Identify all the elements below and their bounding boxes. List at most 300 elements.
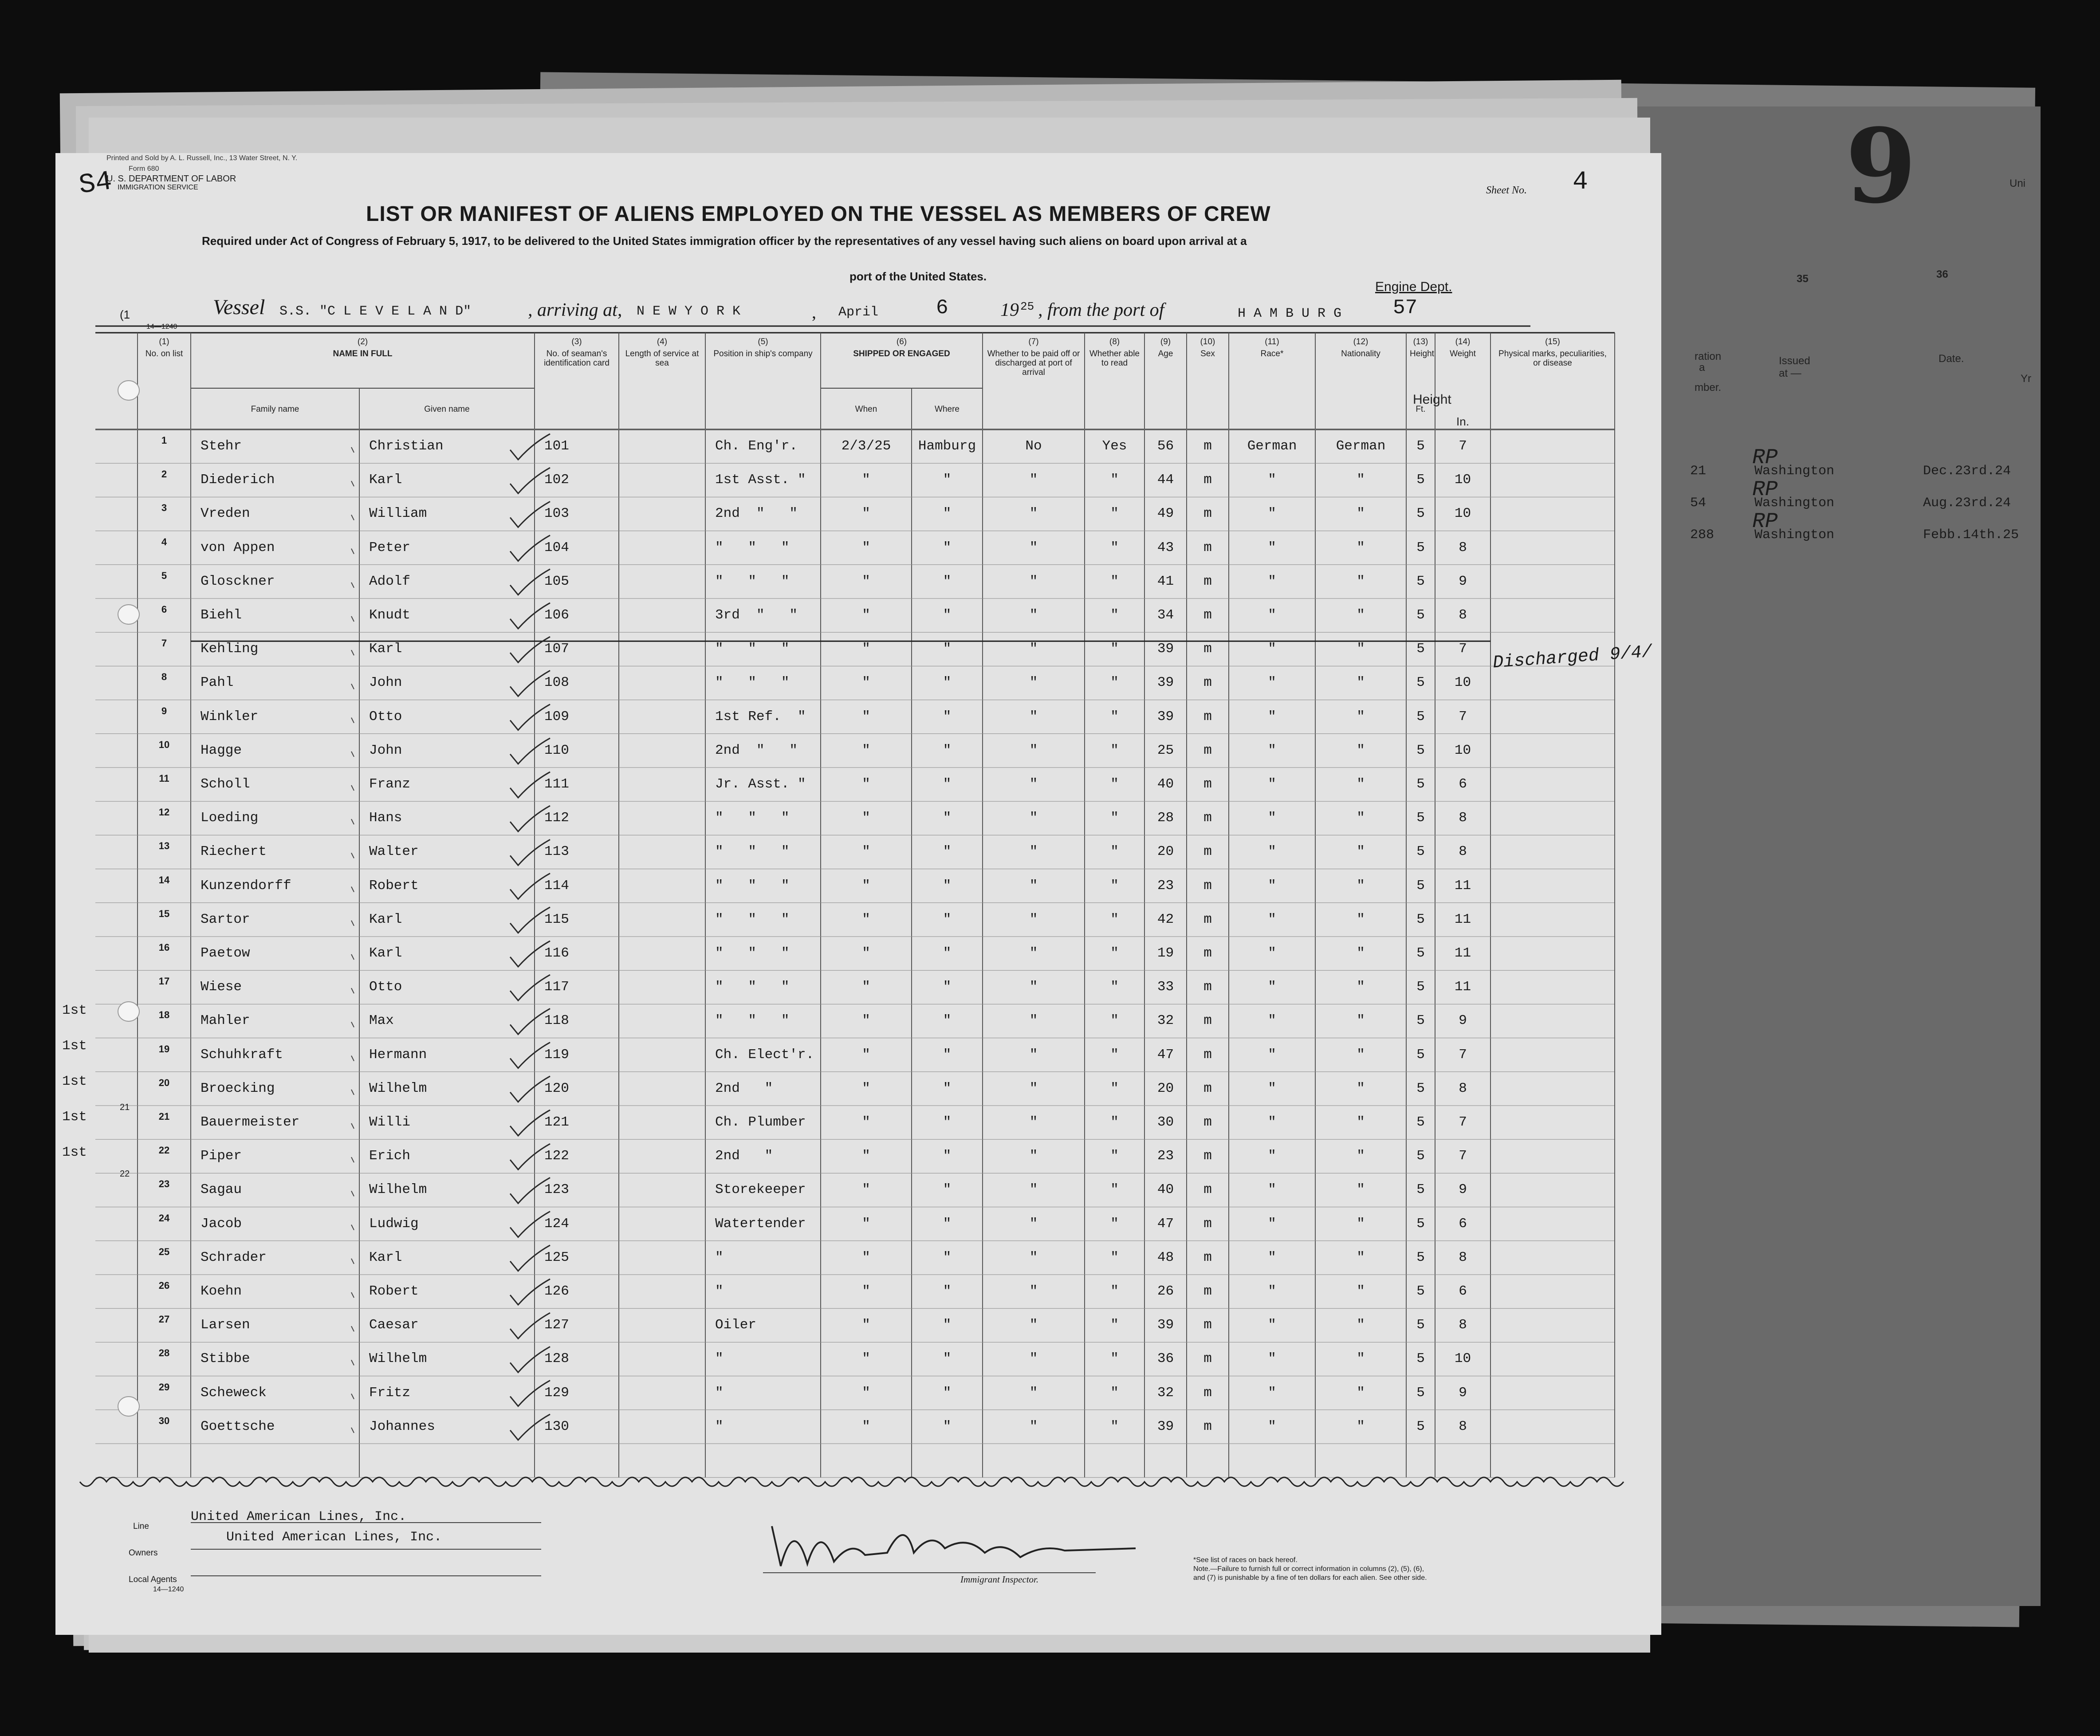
right-sheet-fragment: Uni	[2010, 177, 2026, 189]
column-label: Race*	[1260, 349, 1284, 358]
cell-shipped-where: "	[943, 810, 952, 826]
cell-height-in: 7	[1459, 438, 1467, 454]
cell-shipped-where: "	[943, 1148, 952, 1164]
margin-initials: S4	[77, 165, 114, 201]
agents-label: Local Agents	[129, 1575, 177, 1584]
cell-id-card-number: 117	[544, 979, 569, 995]
column-subheader: When	[855, 405, 877, 414]
cell-nationality: "	[1357, 911, 1365, 927]
cell-race: "	[1268, 945, 1276, 961]
column-label: Nationality	[1341, 349, 1380, 358]
cell-position: " " "	[715, 979, 790, 995]
tab-number: 9	[1845, 106, 1917, 226]
cell-id-card-number: 126	[544, 1283, 569, 1299]
cell-position: Jr. Asst. "	[715, 776, 806, 792]
cell-given-name: Adolf	[369, 573, 411, 589]
cell-able-to-read: "	[1110, 945, 1119, 961]
column-number: (6)	[896, 337, 907, 346]
cell-race: "	[1268, 1249, 1276, 1265]
cell-position: " " "	[715, 844, 790, 860]
cell-height-ft: 5	[1416, 1249, 1425, 1265]
cell-sex: m	[1203, 1182, 1212, 1198]
column-label: No. of seaman's identification card	[544, 349, 610, 368]
cell-height-ft: 5	[1416, 1013, 1425, 1029]
cell-id-card-number: 130	[544, 1418, 569, 1434]
cell-given-name: Wilhelm	[369, 1351, 427, 1367]
cell-height-in: 8	[1459, 539, 1467, 555]
cell-paid-off: "	[1029, 1249, 1038, 1265]
column-number: (2)	[357, 337, 368, 346]
cell-sex: m	[1203, 1148, 1212, 1164]
cell-paid-off: "	[1029, 641, 1038, 657]
cell-age: 47	[1157, 1216, 1174, 1232]
cell-shipped-where: "	[943, 709, 952, 724]
cell-nationality: "	[1357, 539, 1365, 555]
cell-id-card-number: 114	[544, 878, 569, 894]
cell-sex: m	[1203, 1385, 1212, 1401]
cell-race: "	[1268, 742, 1276, 758]
right-row-rp-mark: RP	[1752, 446, 1778, 470]
left-margin-text: 22	[120, 1169, 130, 1179]
cell-able-to-read: "	[1110, 1216, 1119, 1232]
table-row	[0, 468, 1615, 502]
column-number: (11)	[1265, 337, 1279, 346]
cell-id-card-number: 123	[544, 1182, 569, 1198]
cell-id-card-number: 102	[544, 472, 569, 488]
cell-height-ft: 5	[1416, 1047, 1425, 1063]
cell-race: "	[1268, 878, 1276, 894]
table-row	[0, 604, 1615, 638]
form-code-top: 14—1240	[146, 323, 177, 331]
column-header	[191, 337, 535, 358]
vessel-label: Vessel	[213, 295, 265, 319]
cell-height-ft: 5	[1416, 945, 1425, 961]
column-header	[1144, 337, 1187, 358]
cell-row-number: 2	[161, 468, 167, 480]
page-reference: 57	[1393, 296, 1418, 319]
cell-id-card-number: 111	[544, 776, 569, 792]
cell-race: "	[1268, 1047, 1276, 1063]
cell-shipped-when: "	[862, 1385, 870, 1401]
cell-id-card-number: 110	[544, 742, 569, 758]
cell-height-ft: 5	[1416, 1148, 1425, 1164]
cell-row-number: 12	[158, 807, 170, 818]
cell-able-to-read: "	[1110, 472, 1119, 488]
cell-sex: m	[1203, 472, 1212, 488]
cell-height-in: 6	[1459, 1216, 1467, 1232]
cell-height-ft: 5	[1416, 1114, 1425, 1130]
cell-sex: m	[1203, 979, 1212, 995]
cell-height-in: 6	[1459, 776, 1467, 792]
cell-height-ft: 5	[1416, 1351, 1425, 1367]
left-margin-text: 1st	[62, 1145, 87, 1160]
cell-row-number: 28	[158, 1347, 170, 1359]
cell-shipped-when: "	[862, 911, 870, 927]
cell-able-to-read: "	[1110, 1114, 1119, 1130]
cell-nationality: "	[1357, 641, 1365, 657]
column-header	[821, 337, 983, 358]
column-subheader: Ft.	[1416, 405, 1426, 414]
form-printer: Printed and Sold by A. L. Russell, Inc., 13 Water Street, N. Y.	[106, 154, 298, 162]
cell-row-number: 21	[158, 1111, 170, 1122]
cell-nationality: "	[1357, 472, 1365, 488]
cell-position: " " "	[715, 810, 790, 826]
cell-height-in: 8	[1459, 810, 1467, 826]
cell-paid-off: "	[1029, 742, 1038, 758]
arriving-label: , arriving at,	[528, 300, 622, 320]
cell-id-card-number: 108	[544, 675, 569, 691]
cell-shipped-when: "	[862, 1283, 870, 1299]
cell-position: Ch. Elect'r.	[715, 1047, 814, 1063]
cell-height-ft: 5	[1416, 844, 1425, 860]
cell-shipped-where: "	[943, 1283, 952, 1299]
cell-paid-off: "	[1029, 945, 1038, 961]
cell-row-number: 20	[158, 1077, 170, 1088]
cell-height-ft: 5	[1416, 979, 1425, 995]
cell-nationality: "	[1357, 1114, 1365, 1130]
right-row-number: 54	[1690, 496, 1707, 511]
cell-shipped-where: Hamburg	[918, 438, 976, 454]
cell-nationality: "	[1357, 810, 1365, 826]
footer-note-2: Note.—Failure to furnish full or correct information in columns (2), (5), (6),	[1193, 1565, 1424, 1573]
cell-age: 28	[1157, 810, 1174, 826]
cell-given-name: Christian	[369, 438, 444, 454]
cell-row-number: 29	[158, 1381, 170, 1393]
right-col-header-issued: Issued at —	[1779, 355, 1810, 379]
cell-shipped-where: "	[943, 1080, 952, 1096]
cell-paid-off: "	[1029, 1216, 1038, 1232]
cell-sex: m	[1203, 506, 1212, 522]
cell-position: 1st Asst. "	[715, 472, 806, 488]
sheet-no-value: 4	[1573, 168, 1588, 197]
cell-height-in: 7	[1459, 1047, 1467, 1063]
cell-able-to-read: "	[1110, 1351, 1119, 1367]
cell-nationality: "	[1357, 979, 1365, 995]
cell-height-ft: 5	[1416, 911, 1425, 927]
cell-id-card-number: 104	[544, 539, 569, 555]
form-subtitle-2: port of the United States.	[849, 270, 987, 283]
cell-sex: m	[1203, 911, 1212, 927]
cell-id-card-number: 112	[544, 810, 569, 826]
cell-shipped-when: "	[862, 844, 870, 860]
table-row	[0, 536, 1615, 570]
cell-height-in: 11	[1454, 979, 1471, 995]
cell-race: "	[1268, 1351, 1276, 1367]
cell-family-name: Stehr	[201, 438, 242, 454]
column-label: Physical marks, peculiarities, or disease	[1498, 349, 1607, 368]
cell-shipped-when: "	[862, 472, 870, 488]
cell-position: " " "	[715, 945, 790, 961]
cell-paid-off: "	[1029, 844, 1038, 860]
cell-height-in: 8	[1459, 844, 1467, 860]
cell-shipped-when: "	[862, 1182, 870, 1198]
engine-dept-label: Engine Dept.	[1375, 279, 1452, 294]
cell-race: "	[1268, 1080, 1276, 1096]
discharge-annotation: Discharged 9/4/	[1492, 642, 1653, 673]
cell-nationality: "	[1357, 776, 1365, 792]
cell-age: 39	[1157, 1418, 1174, 1434]
cell-shipped-when: "	[862, 945, 870, 961]
cell-row-number: 26	[158, 1280, 170, 1291]
sheet-no-label: Sheet No.	[1486, 185, 1527, 196]
column-number: (13)	[1413, 337, 1428, 346]
cell-family-name: Riechert	[201, 844, 267, 860]
cell-family-name: Sartor	[201, 911, 250, 927]
cell-row-number: 7	[161, 638, 167, 649]
table-row	[0, 1246, 1615, 1280]
cell-row-number: 13	[158, 840, 170, 852]
cell-row-number: 27	[158, 1314, 170, 1325]
cell-height-in: 7	[1459, 709, 1467, 724]
cell-family-name: Bauermeister	[201, 1114, 300, 1130]
table-row	[0, 1178, 1615, 1212]
cell-race: "	[1268, 810, 1276, 826]
cell-nationality: "	[1357, 607, 1365, 623]
left-margin-text: 1st	[62, 1074, 87, 1089]
cell-nationality: "	[1357, 945, 1365, 961]
column-number: (1)	[159, 337, 169, 346]
cell-able-to-read: "	[1110, 1182, 1119, 1198]
height-overlay: Height	[1413, 392, 1451, 407]
table-row	[0, 773, 1615, 807]
column-header	[1229, 337, 1315, 358]
cell-shipped-when: "	[862, 1047, 870, 1063]
cell-position: " " "	[715, 878, 790, 894]
table-row	[0, 807, 1615, 840]
cell-given-name: Ludwig	[369, 1216, 419, 1232]
cell-able-to-read: "	[1110, 709, 1119, 724]
cell-age: 44	[1157, 472, 1174, 488]
cell-height-in: 10	[1454, 1351, 1471, 1367]
cell-able-to-read: "	[1110, 742, 1119, 758]
cell-row-number: 14	[158, 874, 170, 886]
cell-shipped-when: "	[862, 979, 870, 995]
cell-given-name: Knudt	[369, 607, 411, 623]
column-number: (10)	[1200, 337, 1215, 346]
table-row	[0, 1145, 1615, 1178]
cell-able-to-read: "	[1110, 573, 1119, 589]
column-subheader: Family name	[251, 405, 299, 414]
cell-able-to-read: "	[1110, 776, 1119, 792]
cell-nationality: "	[1357, 1317, 1365, 1333]
cell-height-in: 11	[1454, 911, 1471, 927]
cell-shipped-where: "	[943, 844, 952, 860]
cell-id-card-number: 113	[544, 844, 569, 860]
cell-able-to-read: "	[1110, 641, 1119, 657]
inspector-label: Immigrant Inspector.	[960, 1574, 1039, 1585]
cell-family-name: Biehl	[201, 607, 242, 623]
cell-race: "	[1268, 776, 1276, 792]
table-row	[0, 671, 1615, 705]
cell-race: "	[1268, 1013, 1276, 1029]
cell-position: 2nd " "	[715, 742, 798, 758]
cell-family-name: Diederich	[201, 472, 275, 488]
cell-height-in: 11	[1454, 878, 1471, 894]
cell-sex: m	[1203, 1317, 1212, 1333]
cell-shipped-when: "	[862, 573, 870, 589]
cell-shipped-where: "	[943, 742, 952, 758]
cell-age: 39	[1157, 1317, 1174, 1333]
cell-position: "	[715, 1385, 724, 1401]
column-label: Whether to be paid off or discharged at port of arrival	[987, 349, 1080, 377]
cell-race: "	[1268, 1182, 1276, 1198]
cell-paid-off: "	[1029, 1283, 1038, 1299]
year-prefix: 19	[1000, 300, 1019, 320]
cell-paid-off: "	[1029, 472, 1038, 488]
cell-shipped-where: "	[943, 607, 952, 623]
cell-height-ft: 5	[1416, 438, 1425, 454]
cell-id-card-number: 109	[544, 709, 569, 724]
cell-family-name: Glosckner	[201, 573, 275, 589]
column-number: (5)	[758, 337, 768, 346]
table-row	[0, 1077, 1615, 1111]
right-row-date: Dec.23rd.24	[1923, 464, 2011, 479]
cell-given-name: John	[369, 742, 402, 758]
cell-row-number: 10	[158, 739, 170, 750]
column-label: Sex	[1200, 349, 1215, 358]
cell-nationality: "	[1357, 878, 1365, 894]
cell-race: "	[1268, 1317, 1276, 1333]
cell-id-card-number: 127	[544, 1317, 569, 1333]
column-number: (12)	[1353, 337, 1369, 346]
cell-able-to-read: "	[1110, 675, 1119, 691]
cell-shipped-when: "	[862, 810, 870, 826]
cell-position: Watertender	[715, 1216, 806, 1232]
cell-height-in: 8	[1459, 1317, 1467, 1333]
cell-family-name: Scholl	[201, 776, 250, 792]
cell-position: " " "	[715, 641, 790, 657]
cell-row-number: 8	[161, 671, 167, 683]
table-row	[0, 1415, 1615, 1449]
footer-note-1: *See list of races on back hereof.	[1193, 1556, 1298, 1564]
cell-given-name: Johannes	[369, 1418, 435, 1434]
cell-height-in: 8	[1459, 607, 1467, 623]
right-sheet-fragment: a	[1699, 362, 1705, 374]
cell-age: 26	[1157, 1283, 1174, 1299]
table-row	[0, 874, 1615, 908]
column-number: (4)	[657, 337, 668, 346]
column-header	[705, 337, 821, 358]
column-label: Length of service at sea	[625, 349, 699, 368]
cell-able-to-read: "	[1110, 1148, 1119, 1164]
cell-sex: m	[1203, 1249, 1212, 1265]
cell-id-card-number: 122	[544, 1148, 569, 1164]
cell-race: "	[1268, 1114, 1276, 1130]
cell-row-number: 15	[158, 908, 170, 919]
cell-given-name: John	[369, 675, 402, 691]
cell-shipped-where: "	[943, 641, 952, 657]
cell-able-to-read: "	[1110, 1317, 1119, 1333]
cell-shipped-where: "	[943, 1013, 952, 1029]
cell-shipped-where: "	[943, 1182, 952, 1198]
cell-given-name: William	[369, 506, 427, 522]
cell-paid-off: "	[1029, 878, 1038, 894]
cell-nationality: "	[1357, 709, 1365, 724]
cell-age: 20	[1157, 844, 1174, 860]
cell-race: "	[1268, 1283, 1276, 1299]
cell-race: "	[1268, 641, 1276, 657]
column-label: Weight	[1450, 349, 1476, 358]
cell-paid-off: "	[1029, 573, 1038, 589]
column-label: NAME IN FULL	[333, 349, 393, 358]
cell-given-name: Willi	[369, 1114, 411, 1130]
cell-shipped-when: "	[862, 1114, 870, 1130]
table-row	[0, 942, 1615, 976]
cell-able-to-read: "	[1110, 539, 1119, 555]
cell-shipped-when: "	[862, 1351, 870, 1367]
column-label: Height	[1410, 349, 1434, 358]
right-row-rp-mark: RP	[1752, 478, 1778, 502]
column-header	[1315, 337, 1406, 358]
cell-sex: m	[1203, 1080, 1212, 1096]
right-sheet-fragment: Yr	[2021, 373, 2031, 385]
column-header	[535, 337, 619, 368]
cell-nationality: "	[1357, 1385, 1365, 1401]
cell-id-card-number: 120	[544, 1080, 569, 1096]
cell-shipped-where: "	[943, 1351, 952, 1367]
cell-id-card-number: 103	[544, 506, 569, 522]
column-header	[983, 337, 1085, 377]
cell-height-in: 10	[1454, 742, 1471, 758]
cell-paid-off: "	[1029, 810, 1038, 826]
cell-family-name: Piper	[201, 1148, 242, 1164]
cell-age: 49	[1157, 506, 1174, 522]
row-marker: (1	[120, 308, 130, 321]
right-row-number: 288	[1690, 527, 1715, 543]
form-title: LIST OR MANIFEST OF ALIENS EMPLOYED ON THE VESSEL AS MEMBERS OF CREW	[366, 202, 1271, 226]
cell-race: "	[1268, 844, 1276, 860]
cell-shipped-when: "	[862, 1216, 870, 1232]
cell-age: 39	[1157, 675, 1174, 691]
table-row	[0, 1212, 1615, 1246]
cell-race: "	[1268, 472, 1276, 488]
column-number: (14)	[1455, 337, 1471, 346]
cell-shipped-where: "	[943, 1216, 952, 1232]
cell-position: Ch. Plumber	[715, 1114, 806, 1130]
cell-nationality: "	[1357, 675, 1365, 691]
cell-paid-off: "	[1029, 1418, 1038, 1434]
cell-row-number: 19	[158, 1043, 170, 1055]
cell-shipped-when: "	[862, 1317, 870, 1333]
cell-nationality: "	[1357, 1148, 1365, 1164]
cell-given-name: Caesar	[369, 1317, 419, 1333]
cell-able-to-read: "	[1110, 506, 1119, 522]
cell-age: 36	[1157, 1351, 1174, 1367]
cell-id-card-number: 101	[544, 438, 569, 454]
cell-position: " " "	[715, 911, 790, 927]
cell-nationality: "	[1357, 1182, 1365, 1198]
cell-position: "	[715, 1249, 724, 1265]
right-row-issued: Washington	[1754, 464, 1835, 479]
cell-sex: m	[1203, 810, 1212, 826]
cell-family-name: Vreden	[201, 506, 250, 522]
cell-able-to-read: "	[1110, 844, 1119, 860]
cell-shipped-where: "	[943, 1418, 952, 1434]
cell-height-in: 7	[1459, 641, 1467, 657]
cell-height-in: 10	[1454, 506, 1471, 522]
cell-sex: m	[1203, 742, 1212, 758]
cell-height-in: 9	[1459, 573, 1467, 589]
cell-given-name: Wilhelm	[369, 1080, 427, 1096]
cell-paid-off: "	[1029, 709, 1038, 724]
cell-able-to-read: "	[1110, 1249, 1119, 1265]
cell-sex: m	[1203, 539, 1212, 555]
cell-sex: m	[1203, 709, 1212, 724]
cell-able-to-read: "	[1110, 810, 1119, 826]
cell-race: "	[1268, 539, 1276, 555]
cell-row-number: 3	[161, 502, 167, 514]
cell-id-card-number: 121	[544, 1114, 569, 1130]
